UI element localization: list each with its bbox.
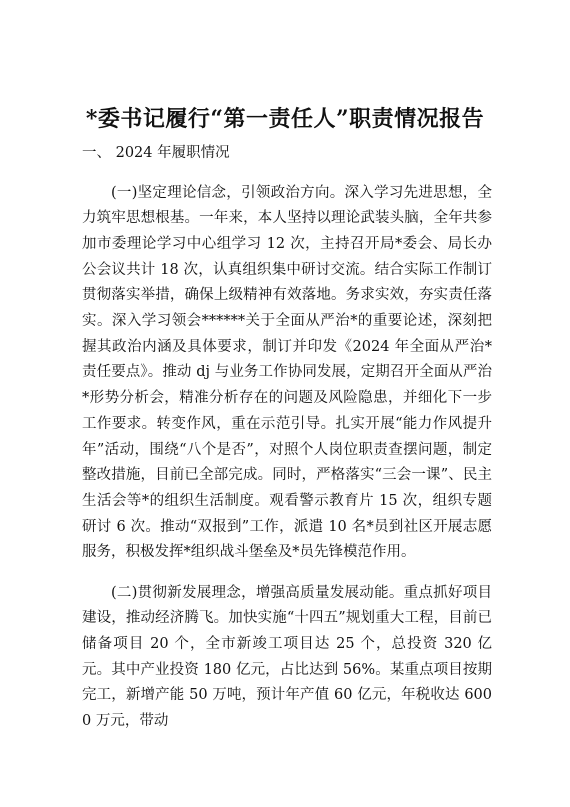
document-title: *委书记履行“第一责任人”职责情况报告 — [85, 106, 485, 132]
paragraph-2: (二)贯彻新发展理念，增强高质量发展动能。重点抓好项目建设，推动经济腾飞。加快实施“十四五”规划重大工程，目前已储备项目 20 个，全市新竣工项目达 25 个，总投资 320 亿元。其中产业投资 180 亿元，占比达到 56%。某重点项目按期完工，新增产能 50 万吨，预计年产值 60 亿元，年税收达 6000 万元，带动 — [82, 584, 492, 730]
section-heading: 一、 2024 年履职情况 — [82, 145, 230, 161]
paragraph-1: (一)坚定理论信念，引领政治方向。深入学习先进思想，全力筑牢思想根基。一年来，本人坚持以理论武装头脑，全年共参加市委理论学习中心组学习 12 次，主持召开局*委会、局长办公会议共计 18 次，认真组织集中研讨交流。结合实际工作制订贯彻落实举措，确保上级精神有效落地。务求实效，夯实责任落实。深入学习领会******关于全面从严治*的重要论述，深刻把握其政治内涵及具体要求，制订并印发《2024 年全面从严治*责任要点》。推动 dj 与业务工作协同发展，定期召开全面从严治*形势分析会，精准分析存在的问题及风险隐患，并细化下一步工作要求。转变作风，重在示范引导。扎实开展“能力作风提升年”活动，围绕“八个是否”，对照个人岗位职责查摆问题，制定整改措施，目前已全部完成。同时，严格落实“三会一课”、民主生活会等*的组织生活制度。观看警示教育片 15 次，组织专题研讨 6 次。推动“双报到”工作，派遣 10 名*员到社区开展志愿服务，积极发挥*组织战斗堡垒及*员先锋模范作用。 — [82, 184, 492, 561]
